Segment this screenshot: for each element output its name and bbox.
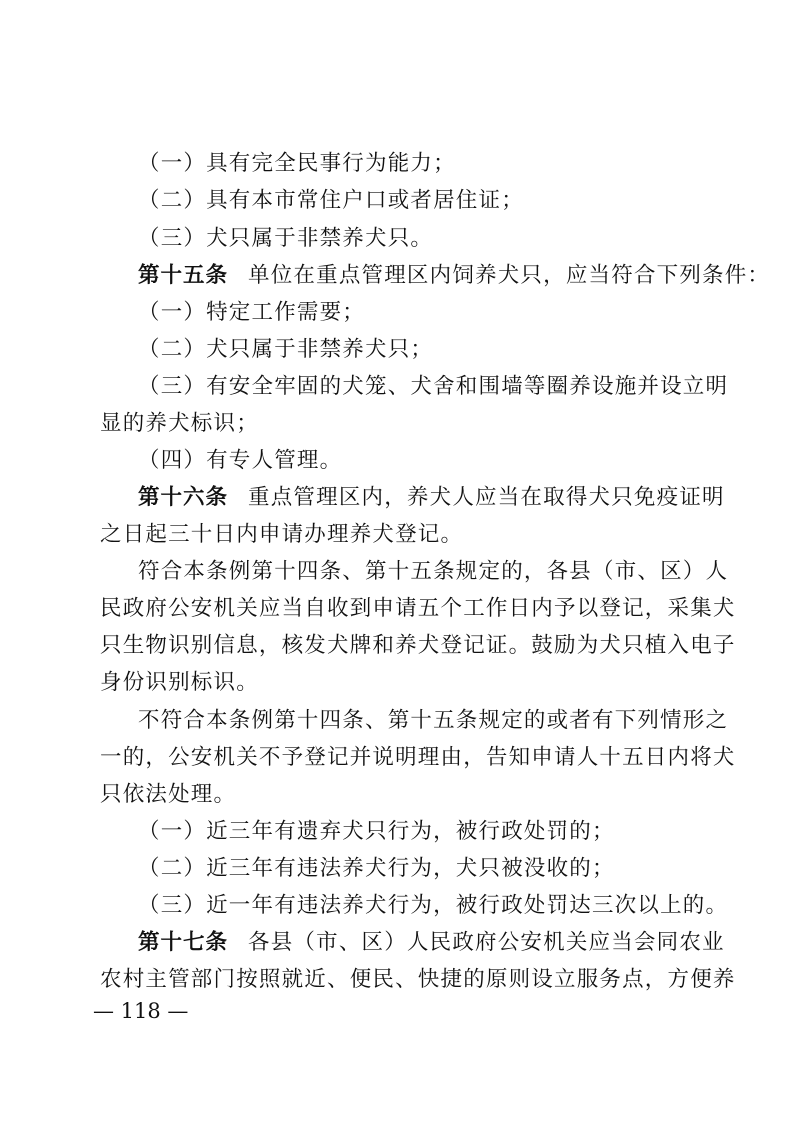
text-line: （二）近三年有违法养犬行为，犬只被没收的；: [138, 856, 615, 881]
text-line: （三）近一年有违法养犬行为，被行政处罚达三次以上的。: [138, 893, 729, 918]
text-line: 身份识别标识。: [100, 670, 259, 695]
text-line: 农村主管部门按照就近、便民、快捷的原则设立服务点，方便养: [100, 967, 736, 992]
article-text: 各县（市、区）人民政府公安机关应当会同农业: [248, 930, 725, 955]
text-line: （三）犬只属于非禁养犬只。: [138, 226, 434, 251]
article-line: [138, 926, 725, 960]
article-heading: 第十六条: [138, 485, 229, 510]
text-line: （二）犬只属于非禁养犬只；: [138, 337, 434, 362]
text-line: 只生物识别信息，核发犬牌和养犬登记证。鼓励为犬只植入电子: [100, 633, 736, 658]
article-text: 单位在重点管理区内饲养犬只，应当符合下列条件：: [248, 263, 771, 288]
text-line: 符合本条例第十四条、第十五条规定的，各县（市、区）人: [138, 559, 729, 584]
text-line: 不符合本条例第十四条、第十五条规定的或者有下列情形之: [138, 708, 729, 733]
article-heading: 第十七条: [138, 930, 229, 955]
text-line: （一）具有完全民事行为能力；: [138, 151, 456, 176]
article-line: [138, 481, 725, 515]
text-line: 一的，公安机关不予登记并说明理由，告知申请人十五日内将犬: [100, 745, 736, 770]
text-line: （一）近三年有遗弃犬只行为，被行政处罚的；: [138, 819, 615, 844]
article-text: 重点管理区内，养犬人应当在取得犬只免疫证明: [248, 485, 725, 510]
text-line: 只依法处理。: [100, 782, 237, 807]
text-line: （三）有安全牢固的犬笼、犬舍和围墙等圈养设施并设立明: [138, 374, 729, 399]
text-line: （二）具有本市常住户口或者居住证；: [138, 188, 524, 213]
text-line: 之日起三十日内申请办理养犬登记。: [100, 522, 464, 547]
article-line: [138, 259, 771, 293]
text-line: 显的养犬标识；: [100, 411, 259, 436]
text-line: （四）有专人管理。: [138, 448, 343, 473]
text-line: （一）特定工作需要；: [138, 300, 366, 325]
page-number: — 118 —: [93, 999, 189, 1023]
article-heading: 第十五条: [138, 263, 229, 288]
text-line: 民政府公安机关应当自收到申请五个工作日内予以登记，采集犬: [100, 596, 736, 621]
